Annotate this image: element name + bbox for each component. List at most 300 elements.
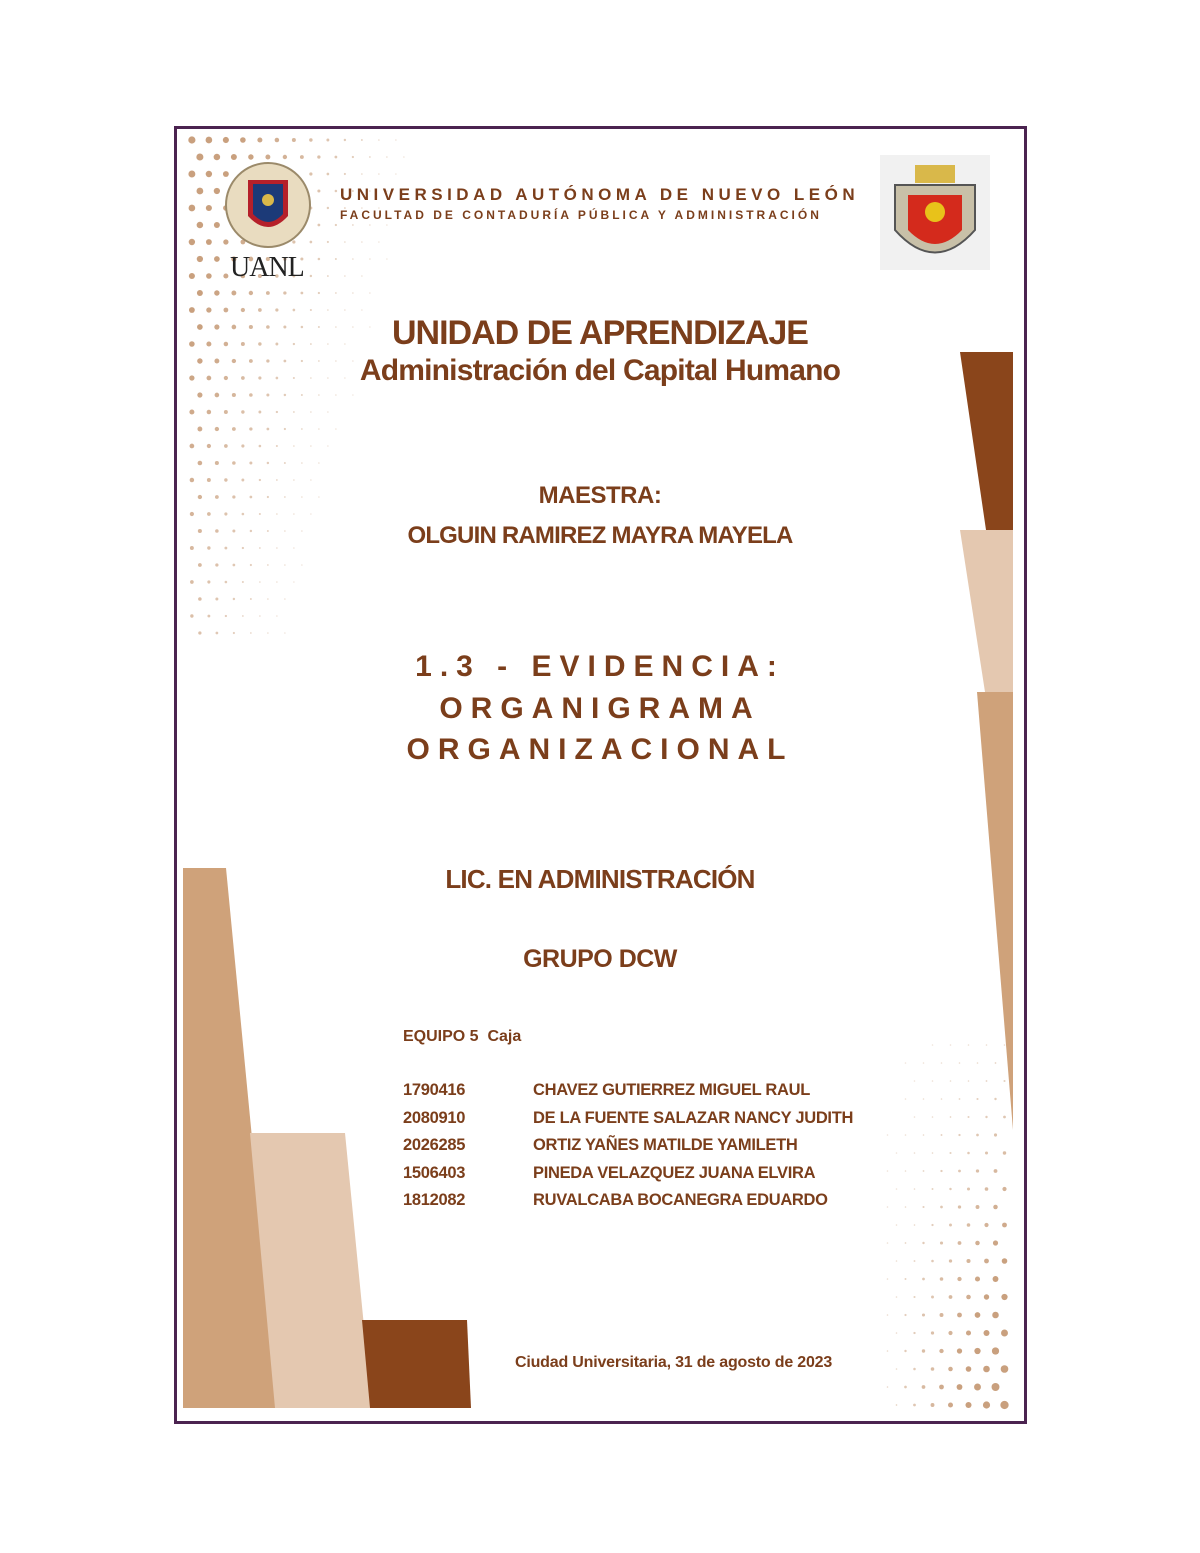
dot [267, 564, 269, 566]
dot [1002, 1187, 1006, 1191]
dot [922, 1242, 924, 1244]
dot [905, 1062, 907, 1064]
dot [249, 461, 252, 464]
dot [275, 343, 278, 346]
dot [922, 1349, 925, 1352]
dot [318, 292, 320, 294]
dot [225, 615, 227, 617]
dot [369, 292, 371, 294]
dot [309, 138, 312, 141]
dot [993, 1205, 998, 1210]
dot [198, 597, 202, 601]
dot [896, 1224, 898, 1226]
dot [950, 1080, 952, 1082]
dot [258, 411, 261, 414]
dot [932, 1044, 934, 1046]
dot [190, 478, 194, 482]
dot [207, 478, 211, 482]
dot [335, 190, 338, 193]
dot [1001, 1294, 1007, 1300]
dot [241, 376, 245, 380]
dot [258, 376, 261, 379]
dot [984, 1259, 989, 1264]
member-name: DE LA FUENTE SALAZAR NANCY JUDITH [533, 1108, 854, 1127]
dot [241, 410, 244, 413]
dot [292, 240, 295, 243]
unit-label: UNIDAD DE APRENDIZAJE [391, 314, 808, 352]
dot [188, 136, 195, 143]
dot [923, 1134, 925, 1136]
dot [216, 632, 219, 635]
dot [249, 291, 253, 295]
dot [214, 290, 219, 295]
dot [250, 496, 253, 499]
dot [206, 171, 212, 177]
dot [352, 394, 354, 396]
member-id: 1812082 [403, 1191, 466, 1209]
dot [225, 581, 228, 584]
dot [310, 513, 312, 515]
dot [369, 224, 371, 226]
member-row [403, 1136, 798, 1155]
member-name: CHAVEZ GUTIERREZ MIGUEL RAUL [533, 1081, 810, 1099]
dot [896, 1188, 898, 1190]
faculty-name: FACULTAD DE CONTADURÍA PÚBLICA Y ADMINISTRACIÓN [340, 208, 822, 222]
dot [267, 428, 270, 431]
dot [233, 564, 236, 567]
dot [196, 153, 203, 160]
dot [310, 309, 312, 311]
dot [224, 376, 228, 380]
dot [1004, 1044, 1006, 1046]
dot [966, 1366, 972, 1372]
dot [326, 139, 329, 142]
dot [207, 376, 212, 381]
dot [284, 462, 286, 464]
member-id: 2026285 [403, 1136, 466, 1154]
dot [1002, 1223, 1007, 1228]
dot [317, 224, 320, 227]
dot [939, 1349, 943, 1353]
dot [224, 478, 227, 481]
dot [257, 137, 262, 142]
dot [985, 1116, 987, 1118]
dot [958, 1170, 961, 1173]
dot [318, 258, 321, 261]
dot [983, 1330, 989, 1336]
dot [242, 615, 244, 617]
dot [317, 189, 320, 192]
right-tan-bar [977, 692, 1013, 1130]
dot [198, 461, 203, 466]
member-row [403, 1191, 828, 1210]
dot [975, 1312, 981, 1318]
dot [967, 1152, 970, 1155]
dot [974, 1384, 981, 1391]
dot [974, 1348, 980, 1354]
dot [941, 1134, 943, 1136]
member-id: 1790416 [403, 1081, 466, 1099]
dot [249, 325, 253, 329]
dot [369, 258, 371, 260]
dot [940, 1206, 943, 1209]
dot [344, 309, 346, 311]
member-id: 1506403 [403, 1163, 466, 1182]
dot [992, 1383, 1000, 1391]
dot [905, 1098, 907, 1100]
dot [215, 427, 219, 431]
dot [250, 598, 252, 600]
dot [259, 445, 262, 448]
dot [932, 1188, 934, 1190]
dot [198, 529, 202, 533]
dot [284, 598, 286, 600]
dot [887, 1278, 889, 1280]
dot [968, 1044, 970, 1046]
dot [266, 291, 270, 295]
dot [361, 275, 363, 277]
dot [361, 309, 363, 311]
dot [224, 410, 228, 414]
dot [948, 1403, 953, 1408]
dot [896, 1296, 898, 1298]
dot [301, 564, 303, 566]
dot [241, 308, 245, 312]
dot [993, 1240, 998, 1245]
dot [189, 375, 194, 380]
dot [215, 529, 219, 533]
dot [310, 479, 312, 481]
dot [959, 1098, 961, 1100]
dot [994, 1169, 998, 1173]
dot [197, 290, 203, 296]
dot [344, 139, 346, 141]
dot [231, 291, 236, 296]
dot [189, 273, 195, 279]
dot [207, 512, 211, 516]
dot [197, 427, 202, 432]
dot [378, 139, 380, 141]
dot [896, 1404, 898, 1406]
dot [276, 479, 278, 481]
dot [949, 1259, 952, 1262]
dot [267, 496, 269, 498]
dot [352, 292, 354, 294]
dot [950, 1044, 952, 1046]
dot [189, 239, 195, 245]
dot [276, 513, 278, 515]
dot [197, 324, 203, 330]
dot [293, 581, 295, 583]
dot [948, 1367, 953, 1372]
dot [913, 1404, 916, 1407]
dot [932, 1080, 934, 1082]
dot [976, 1205, 980, 1209]
dot [293, 547, 295, 549]
member-name: PINEDA VELAZQUEZ JUANA ELVIRA [533, 1163, 816, 1182]
dot [958, 1205, 961, 1208]
dot [977, 1062, 979, 1064]
member-row [403, 1164, 815, 1183]
dot [1003, 1080, 1005, 1082]
dot [293, 445, 295, 447]
dot [258, 342, 261, 345]
dot [223, 171, 229, 177]
dot [310, 445, 312, 447]
dot [190, 512, 194, 516]
dot [361, 241, 363, 243]
dot [267, 530, 269, 532]
dot [940, 1241, 943, 1244]
dot [197, 256, 203, 262]
dot [241, 444, 244, 447]
dot [344, 173, 346, 175]
dot [984, 1294, 989, 1299]
dot [250, 632, 252, 634]
dot [215, 461, 219, 465]
dot [1001, 1365, 1009, 1373]
dot [249, 427, 252, 430]
dot [189, 409, 194, 414]
dot [284, 632, 286, 634]
dot [922, 1206, 924, 1208]
dot [913, 1368, 916, 1371]
uanl-logo-text: UANL [230, 252, 304, 283]
dot [994, 1133, 997, 1136]
member-id: 2080910 [403, 1108, 466, 1127]
dot [258, 308, 262, 312]
dot [968, 1080, 970, 1082]
dot [932, 1116, 934, 1118]
dot [327, 241, 329, 243]
dot [950, 1116, 952, 1118]
dot [284, 530, 286, 532]
dot [931, 1224, 933, 1226]
dot [283, 360, 286, 363]
dot [207, 615, 210, 618]
dot [378, 173, 380, 175]
dot [293, 411, 295, 413]
dot [266, 393, 269, 396]
dot [327, 173, 330, 176]
dot [206, 307, 211, 312]
dot [904, 1350, 906, 1352]
dot [887, 1170, 889, 1172]
dot [887, 1314, 889, 1316]
dot [259, 513, 261, 515]
dot [242, 513, 245, 516]
dot [994, 1098, 996, 1100]
dot [335, 428, 337, 430]
evidence-title-line2: ORGANIGRAMA [439, 692, 761, 725]
dot [267, 598, 269, 600]
dot [223, 137, 229, 143]
dot [206, 341, 211, 346]
dot [327, 275, 329, 277]
dot [1000, 1401, 1008, 1409]
dot [248, 154, 253, 159]
dot [993, 1276, 999, 1282]
dot [344, 275, 346, 277]
dot [940, 1277, 944, 1281]
dot [214, 154, 221, 161]
dot [197, 358, 202, 363]
dot [896, 1152, 898, 1154]
dot [905, 1242, 907, 1244]
dot [327, 309, 329, 311]
dot [276, 411, 278, 413]
dot [318, 394, 320, 396]
dot [207, 580, 210, 583]
dot [986, 1044, 988, 1046]
dot [914, 1080, 916, 1082]
dot [958, 1134, 960, 1136]
dot [242, 547, 244, 549]
dot [975, 1276, 980, 1281]
dot [986, 1080, 988, 1082]
dot [310, 411, 312, 413]
dot [292, 138, 296, 142]
dot [275, 308, 278, 311]
dot [957, 1277, 961, 1281]
dot [214, 359, 219, 364]
dot [941, 1098, 943, 1100]
dot [283, 325, 286, 328]
dot [284, 394, 286, 396]
dot [896, 1260, 898, 1262]
dot [914, 1260, 916, 1262]
dot [318, 462, 320, 464]
dot [224, 342, 229, 347]
unit-name: Administración del Capital Humano [359, 354, 841, 387]
dot [189, 205, 196, 212]
dot [948, 1331, 952, 1335]
dot [250, 564, 252, 566]
dot [361, 139, 363, 141]
dot [232, 461, 236, 465]
dot [905, 1278, 907, 1280]
dot [190, 614, 193, 617]
dot [403, 156, 405, 158]
dot [335, 258, 337, 260]
dot [931, 1367, 935, 1371]
dot [223, 239, 228, 244]
dot [276, 615, 278, 617]
dot [188, 171, 195, 178]
dot [931, 1403, 935, 1407]
dot [310, 275, 312, 277]
team-label: EQUIPO 5 Caja [403, 1028, 522, 1045]
dot [931, 1331, 934, 1334]
dot [378, 241, 380, 243]
dot [941, 1062, 943, 1064]
dot [215, 598, 218, 601]
dot [887, 1134, 889, 1136]
dot [207, 444, 211, 448]
dot [395, 139, 397, 141]
dot [985, 1187, 989, 1191]
dot [301, 394, 303, 396]
dot [293, 309, 296, 312]
dot [949, 1152, 951, 1154]
dot [214, 222, 220, 228]
dot [190, 580, 194, 584]
dot [905, 1134, 907, 1136]
dot [958, 1241, 962, 1245]
teacher-label: MAESTRA: [538, 482, 662, 509]
dot [344, 241, 346, 243]
dot [223, 308, 228, 313]
dot [386, 258, 388, 260]
dot [215, 393, 220, 398]
dot [914, 1188, 916, 1190]
dot [232, 393, 236, 397]
dot [259, 581, 261, 583]
dot [276, 445, 278, 447]
dot [259, 547, 261, 549]
dot [923, 1098, 925, 1100]
dot [957, 1313, 962, 1318]
dot [276, 377, 279, 380]
dot [1003, 1116, 1006, 1119]
program-name: LIC. EN ADMINISTRACIÓN [445, 864, 755, 894]
dot [207, 410, 211, 414]
right-dark-bar [960, 352, 1013, 530]
dot [386, 156, 388, 158]
group-name: GRUPO DCW [523, 945, 677, 973]
dot [352, 156, 354, 158]
dot [318, 428, 320, 430]
evidence-title-line1: 1.3 - EVIDENCIA: [415, 650, 785, 683]
dot [301, 462, 303, 464]
evidence-title-line3: ORGANIZACIONAL [406, 733, 794, 766]
dot [249, 359, 253, 363]
dot [976, 1098, 978, 1100]
dot [983, 1366, 990, 1373]
dot [922, 1278, 925, 1281]
dot [975, 1241, 980, 1246]
dot [310, 241, 313, 244]
dot [957, 1384, 963, 1390]
dot [224, 512, 227, 515]
dot [967, 1187, 970, 1190]
dot [206, 273, 212, 279]
dot [232, 325, 237, 330]
dot [922, 1313, 925, 1316]
dot [300, 155, 304, 159]
dot [266, 325, 270, 329]
dot [266, 359, 269, 362]
dot [189, 307, 195, 313]
dot [196, 188, 203, 195]
dot [198, 631, 201, 634]
dot [275, 138, 280, 143]
dot [905, 1170, 907, 1172]
dot [967, 1223, 971, 1227]
dot [914, 1116, 916, 1118]
dot [887, 1350, 889, 1352]
dot [242, 581, 244, 583]
dot [959, 1062, 961, 1064]
dot [241, 479, 244, 482]
dot [215, 495, 219, 499]
dot [335, 394, 337, 396]
dot [293, 513, 295, 515]
dot [992, 1312, 999, 1319]
dot [327, 207, 329, 209]
dot [966, 1295, 971, 1300]
dot [361, 173, 363, 175]
